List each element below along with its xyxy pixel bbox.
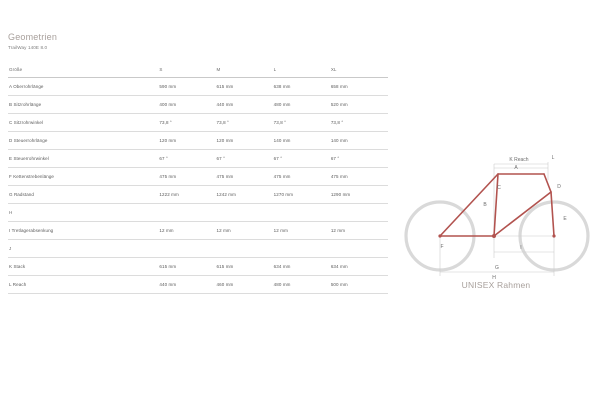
cell-s xyxy=(159,204,216,222)
cell-xl: 1290 mm xyxy=(331,186,388,204)
table-row xyxy=(8,168,388,186)
row-label: A Oberrohrlänge xyxy=(8,78,159,96)
label-l: L xyxy=(551,155,555,161)
cell-xl xyxy=(331,240,388,258)
row-label: F Kettenstrebenlänge xyxy=(8,168,159,186)
cell-s: 590 mm xyxy=(159,78,216,96)
cell-m: 460 mm xyxy=(217,276,274,294)
row-label: J xyxy=(8,240,159,258)
column-header-s: S xyxy=(159,62,216,78)
table-row xyxy=(8,150,388,168)
table-row xyxy=(8,132,388,150)
cell-s: 12 mm xyxy=(159,222,216,240)
cell-m: 475 mm xyxy=(217,168,274,186)
cell-l: 12 mm xyxy=(274,222,331,240)
product-name: TrailWay 140E 8.0 xyxy=(8,45,48,50)
row-label: L Reach xyxy=(8,276,159,294)
cell-m: 12 mm xyxy=(217,222,274,240)
row-label: D Steuerrohrlänge xyxy=(8,132,159,150)
cell-s: 440 mm xyxy=(159,276,216,294)
page-title: Geometrien xyxy=(8,32,58,42)
cell-m: 615 mm xyxy=(217,258,274,276)
bicycle-frame-diagram xyxy=(398,140,594,280)
cell-m: 120 mm xyxy=(217,132,274,150)
table-row xyxy=(8,222,388,240)
cell-m: 440 mm xyxy=(217,96,274,114)
label-h: H xyxy=(492,275,496,280)
cell-l: 475 mm xyxy=(274,168,331,186)
column-header-l: L xyxy=(274,62,331,78)
table-row xyxy=(8,258,388,276)
label-e: E xyxy=(563,216,567,222)
row-label: K Stack xyxy=(8,258,159,276)
cell-s: 400 mm xyxy=(159,96,216,114)
cell-xl: 520 mm xyxy=(331,96,388,114)
cell-l: 480 mm xyxy=(274,96,331,114)
geometry-table xyxy=(8,62,388,294)
cell-m: 1242 mm xyxy=(217,186,274,204)
cell-s: 615 mm xyxy=(159,258,216,276)
cell-m: 615 mm xyxy=(217,78,274,96)
label-c: C xyxy=(497,185,501,191)
table-header-row xyxy=(8,62,388,78)
cell-s: 1222 mm xyxy=(159,186,216,204)
column-header-xl: XL xyxy=(331,62,388,78)
table-row xyxy=(8,276,388,294)
cell-l: 634 mm xyxy=(274,258,331,276)
diagram-caption: UNISEX Rahmen xyxy=(461,280,531,290)
label-a: A xyxy=(514,165,518,171)
row-label: E Steuerrohrwinkel xyxy=(8,150,159,168)
cell-xl: 475 mm xyxy=(331,168,388,186)
cell-s xyxy=(159,240,216,258)
cell-s: 120 mm xyxy=(159,132,216,150)
column-header-m: M xyxy=(217,62,274,78)
cell-xl: 73,8 ° xyxy=(331,114,388,132)
cell-l xyxy=(274,204,331,222)
cell-s: 73,8 ° xyxy=(159,114,216,132)
column-header-size-label: Größe xyxy=(8,62,159,78)
cell-l: 480 mm xyxy=(274,276,331,294)
cell-m xyxy=(217,240,274,258)
cell-m xyxy=(217,204,274,222)
geometry-table-body xyxy=(8,78,388,294)
row-label: H xyxy=(8,204,159,222)
cell-xl: 634 mm xyxy=(331,258,388,276)
cell-xl: 658 mm xyxy=(331,78,388,96)
label-f: F xyxy=(440,244,444,250)
table-row xyxy=(8,186,388,204)
cell-s: 475 mm xyxy=(159,168,216,186)
row-label: C Sitzrohrwinkel xyxy=(8,114,159,132)
row-label: G Radstand xyxy=(8,186,159,204)
table-row xyxy=(8,78,388,96)
cell-xl: 12 mm xyxy=(331,222,388,240)
cell-xl: 140 mm xyxy=(331,132,388,150)
cell-xl: 500 mm xyxy=(331,276,388,294)
label-i: I xyxy=(520,245,522,251)
table-row xyxy=(8,114,388,132)
label-d: D xyxy=(557,184,561,190)
table-row xyxy=(8,96,388,114)
cell-m: 73,8 ° xyxy=(217,114,274,132)
cell-l: 67 ° xyxy=(274,150,331,168)
cell-l: 638 mm xyxy=(274,78,331,96)
cell-m: 67 ° xyxy=(217,150,274,168)
label-g: G xyxy=(495,265,499,271)
cell-l: 73,8 ° xyxy=(274,114,331,132)
row-label: I Tretlagerabsenkung xyxy=(8,222,159,240)
cell-xl: 67 ° xyxy=(331,150,388,168)
cell-l: 140 mm xyxy=(274,132,331,150)
geometry-table-head xyxy=(8,62,388,78)
table-row xyxy=(8,204,388,222)
row-label: B Sitzrohrlänge xyxy=(8,96,159,114)
cell-xl xyxy=(331,204,388,222)
cell-l xyxy=(274,240,331,258)
label-k-reach: K Reach xyxy=(509,157,529,163)
cell-s: 67 ° xyxy=(159,150,216,168)
label-b: B xyxy=(483,202,487,208)
frame-geometry-diagram-block xyxy=(398,140,594,320)
geometry-table-block xyxy=(8,32,388,294)
cell-l: 1270 mm xyxy=(274,186,331,204)
table-row xyxy=(8,240,388,258)
